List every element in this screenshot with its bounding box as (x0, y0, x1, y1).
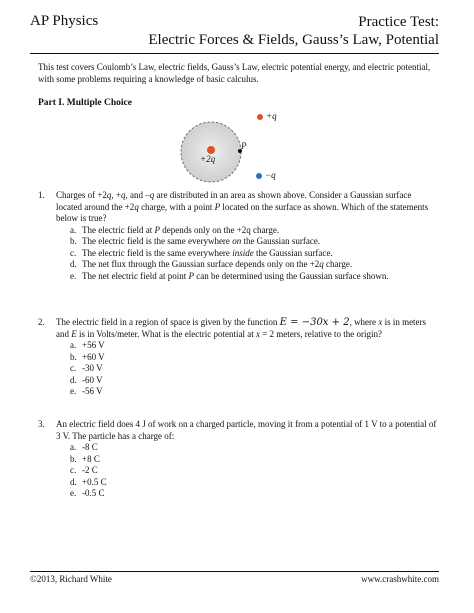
charge-figure (0, 0, 474, 200)
question-3 (38, 419, 438, 500)
question-1 (38, 190, 438, 282)
choice-item: a. +56 V (70, 340, 105, 350)
label-plus-2q: +2q (200, 154, 216, 164)
choice-item: a. The electric field at P depends only on the +2q charge. (70, 224, 280, 235)
test-title-line1: Practice Test: (358, 14, 439, 30)
question-stem: Charges of +2q, +q, and –q are distributed in an area as shown above. Consider a Gaussian surface located around the +2q charge, with a point P located on the surface as shown. Which of the statements below is true? (56, 190, 429, 223)
choice-item: e. The net electric field at point P can be determined using the Gaussian surface shown. (70, 270, 389, 281)
label-plus-q: +q (266, 111, 277, 121)
choice-item: b. +8 C (70, 453, 100, 464)
charge-minus-q-dot (256, 173, 262, 179)
choice-item: b. +60 V (70, 351, 105, 362)
intro-paragraph: This test covers Coulomb’s Law, electric fields, Gauss’s Law, electric potential energy, and electric potential, with some problems requiring a knowledge of basic calculus. (38, 62, 431, 84)
choice-item: d. -60 V (70, 374, 103, 385)
choice-item: c. -30 V (70, 363, 103, 373)
question-number: 2. (38, 317, 45, 327)
choice-item: e. -0.5 C (70, 488, 105, 498)
choice-item: b. The electric field is the same everywhere on the Gaussian surface. (70, 236, 321, 246)
field-formula: E = −30x + 2 (279, 317, 350, 328)
footer-website: www.crashwhite.com (361, 574, 439, 584)
question-number: 1. (38, 190, 45, 200)
choice-item: d. +0.5 C (70, 476, 107, 487)
question-stem: An electric field does 4 J of work on a charged particle, moving it from a potential of 1 V to a potential of 3 V. The particle has a charge of: (56, 419, 437, 441)
choice-list (70, 225, 438, 283)
footer-rule (30, 571, 439, 572)
course-title: AP Physics (30, 13, 99, 29)
footer-copyright: ©2013, Richard White (30, 574, 112, 584)
test-title-line2: Electric Forces & Fields, Gauss’s Law, Potential (148, 32, 439, 48)
choice-item: d. The net flux through the Gaussian surface depends only on the +2q charge. (70, 259, 353, 269)
choice-item: a. -8 C (70, 442, 98, 452)
choice-item: c. -2 C (70, 465, 98, 475)
charge-plus-q-dot (257, 114, 263, 120)
charge-plus-2q-dot (207, 146, 215, 154)
question-stem: The electric field in a region of space is given by the function E = −30x + 2, where x is in meters and E is in Volts/meter. What is the electric potential at x = 2 meters, relative to the origin? (56, 317, 427, 339)
part-title: Part I. Multiple Choice (38, 98, 132, 108)
charge-diagram (0, 0, 474, 200)
choice-item: e. -56 V (70, 386, 103, 396)
question-2 (38, 317, 438, 398)
label-point-p: P (241, 141, 247, 151)
question-number: 3. (38, 419, 45, 429)
label-minus-q: −q (265, 170, 276, 180)
choice-list (70, 340, 438, 398)
choice-list (70, 442, 438, 500)
choice-item: c. The electric field is the same everywhere inside the Gaussian surface. (70, 247, 333, 258)
